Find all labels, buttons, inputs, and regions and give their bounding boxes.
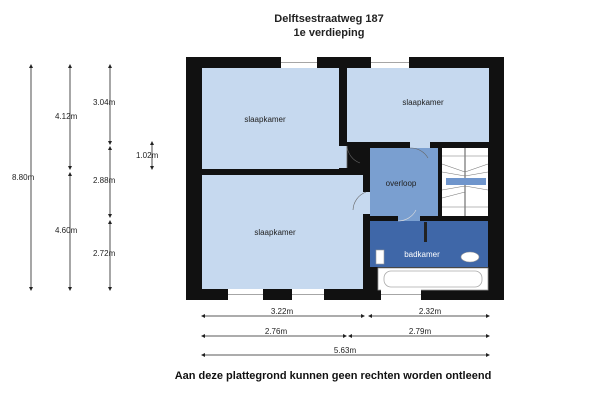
- label-landing: overloop: [385, 179, 417, 188]
- window-bottom-left: [228, 289, 263, 300]
- label-bathroom: badkamer: [404, 250, 440, 259]
- dim-total-height: 8.80m: [12, 173, 35, 182]
- dim-bottom-row1-right: 2.32m: [418, 307, 442, 316]
- label-bedroom-bottom-left: slaapkamer: [254, 228, 296, 237]
- bathtub: [378, 268, 488, 290]
- label-bedroom-top-left: slaapkamer: [244, 115, 286, 124]
- disclaimer-text: Aan deze plattegrond kunnen geen rechten worden ontleend: [174, 370, 492, 382]
- bathroom-partition: [424, 222, 427, 242]
- dim-total-width: 5.63m: [333, 346, 357, 355]
- toilet: [461, 252, 479, 262]
- disclaimer-container: [0, 370, 600, 382]
- dimension-labels-horizontal: [265, 307, 442, 355]
- dim-seg-top: 3.04m: [93, 98, 116, 107]
- label-bedroom-top-right: slaapkamer: [402, 98, 444, 107]
- staircase: [442, 148, 488, 216]
- dim-seg-bottom: 2.72m: [93, 249, 116, 258]
- dimension-labels-vertical: [12, 98, 159, 258]
- dim-bottom-row1-left: 3.22m: [270, 307, 294, 316]
- dim-seg-mid: 2.88m: [93, 176, 116, 185]
- floor-subtitle: 1e verdieping: [293, 27, 365, 39]
- dim-left-lower: 4.60m: [55, 226, 78, 235]
- window-bottom-right: [381, 289, 421, 300]
- dim-door-gap: 1.02m: [136, 151, 159, 160]
- dimension-lines-vertical: [31, 66, 152, 289]
- window-top-right: [371, 57, 409, 68]
- sink: [376, 250, 384, 264]
- dim-bottom-row2-left: 2.76m: [264, 327, 288, 336]
- dim-bottom-row2-right: 2.79m: [408, 327, 432, 336]
- dim-left-upper: 4.12m: [55, 112, 78, 121]
- window-top-left: [281, 57, 317, 68]
- address-title: Delftsestraatweg 187: [274, 13, 384, 25]
- window-bottom-middle: [292, 289, 324, 300]
